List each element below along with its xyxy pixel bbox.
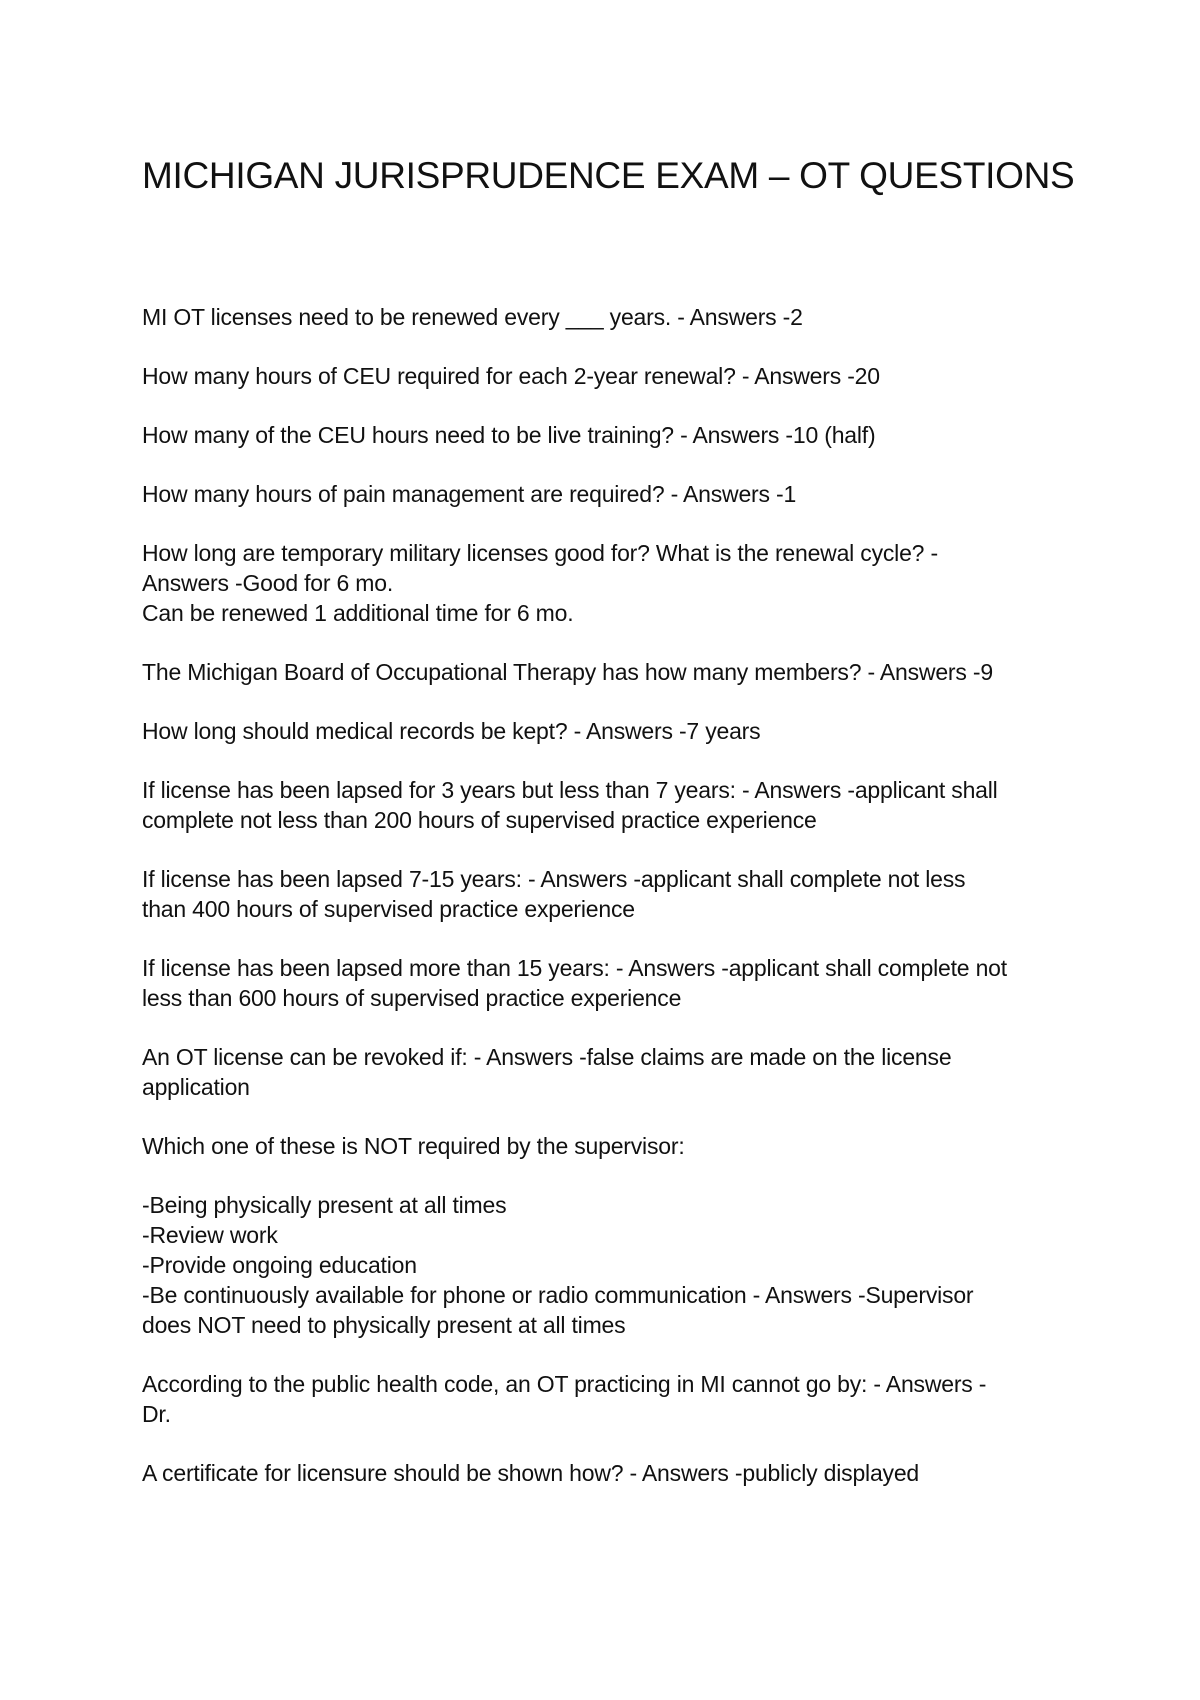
question-item: -Being physically present at all times -Review work -Provide ongoing education -Be continuously available for phone or radio communication - Answers -Supervisor does NOT need to physically present at all times [142,1192,974,1338]
question-item: MI OT licenses need to be renewed every ___ years. - Answers -2 [142,304,803,330]
question-item: A certificate for licensure should be shown how? - Answers -publicly displayed [142,1460,920,1486]
question-item: If license has been lapsed 7-15 years: - Answers -applicant shall complete not less than 400 hours of supervised practice experience [142,866,966,922]
question-item: An OT license can be revoked if: - Answers -false claims are made on the license application [142,1044,952,1100]
document-page [142,150,1082,1517]
question-item: How long are temporary military licenses good for? What is the renewal cycle? - Answers -Good for 6 mo. Can be renewed 1 additional time for 6 mo. [142,540,938,626]
question-item: If license has been lapsed more than 15 years: - Answers -applicant shall complete not less than 600 hours of supervised practice experience [142,955,1007,1011]
question-item: Which one of these is NOT required by the supervisor: [142,1133,685,1159]
question-list [142,302,1082,1488]
page-title: MICHIGAN JURISPRUDENCE EXAM – OT QUESTIONS [142,155,1075,196]
question-item: How many hours of pain management are required? - Answers -1 [142,481,797,507]
question-item: How many of the CEU hours need to be live training? - Answers -10 (half) [142,422,876,448]
question-item: According to the public health code, an OT practicing in MI cannot go by: - Answers - Dr. [142,1371,987,1427]
question-item: If license has been lapsed for 3 years but less than 7 years: - Answers -applicant shall complete not less than 200 hours of supervised practice experience [142,777,998,833]
question-item: The Michigan Board of Occupational Therapy has how many members? - Answers -9 [142,659,993,685]
question-item: How long should medical records be kept? - Answers -7 years [142,718,761,744]
question-item: How many hours of CEU required for each 2-year renewal? - Answers -20 [142,363,880,389]
